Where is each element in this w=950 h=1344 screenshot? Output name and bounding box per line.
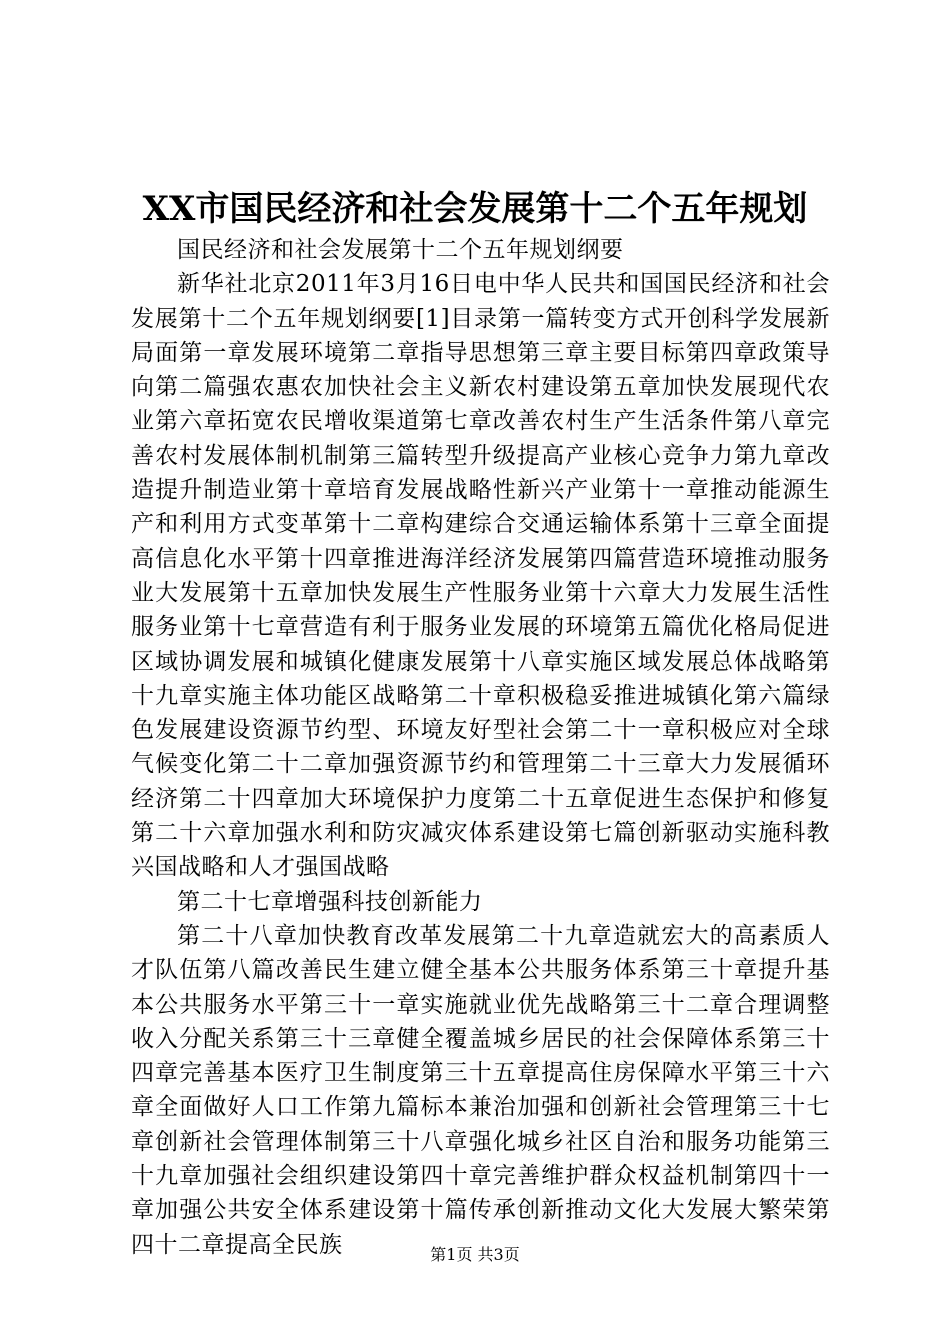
paragraph-contents-part1: 新华社北京2011年3月16日电中华人民共和国国民经济和社会发展第十二个五年规划纲要[1]目录第一篇转变方式开创科学发展新局面第一章发展环境第二章指导思想第三章主要目标第四章政策导向第二篇强农惠农加快社会主义新农村建设第五章加快发展现代农业第六章拓宽农民增收渠道第七章改善农村生产生活条件第八章完善农村发展体制机制第三篇转型升级提高产业核心竞争力第九章改造提升制造业第十章培育发展战略性新兴产业第十一章推动能源生产和利用方式变革第十二章构建综合交通运输体系第十三章全面提高信息化水平第十四章推进海洋经济发展第四篇营造环境推动服务业大发展第十五章加快发展生产性服务业第十六章大力发展生活性服务业第十七章营造有利于服务业发展的环境第五篇优化格局促进区域协调发展和城镇化健康发展第十八章实施区域发展总体战略第十九章实施主体功能区战略第二十章积极稳妥推进城镇化第六篇绿色发展建设资源节约型、环境友好型社会第二十一章积极应对全球气候变化第二十二章加强资源节约和管理第二十三章大力发展循环经济第二十四章加大环境保护力度第二十五章促进生态保护和修复第二十六章加强水利和防灾减灾体系建设第七篇创新驱动实施科教兴国战略和人才强国战略	[131, 271, 830, 881]
document-title: XX市国民经济和社会发展第十二个五年规划	[142, 189, 808, 229]
page-footer: 第1页 共3页	[430, 1245, 520, 1264]
paragraph-contents-part2: 第二十八章加快教育改革发展第二十九章造就宏大的高素质人才队伍第八篇改善民生建立健全基本公共服务体系第三十章提升基本公共服务水平第三十一章实施就业优先战略第三十二章合理调整收入分配关系第三十三章健全覆盖城乡居民的社会保障体系第三十四章完善基本医疗卫生制度第三十五章提高住房保障水平第三十六章全面做好人口工作第九篇标本兼治加强和创新社会管理第三十七章创新社会管理体制第三十八章强化城乡社区自治和服务功能第三十九章加强社会组织建设第四十章完善维护群众权益机制第四十一章加强公共安全体系建设第十篇传承创新推动文化大发展大繁荣第四十二章提高全民族	[131, 922, 830, 1258]
paragraph-subtitle: 国民经济和社会发展第十二个五年规划纲要	[177, 237, 624, 263]
paragraph-chapter-27: 第二十七章增强科技创新能力	[177, 888, 483, 915]
document-body	[131, 233, 830, 1262]
